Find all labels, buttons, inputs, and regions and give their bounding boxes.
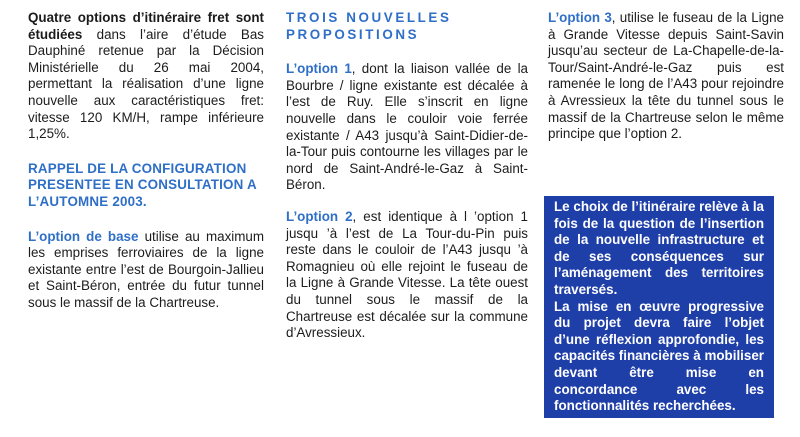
- intro-bold: Quatre options d’itinéraire fret sont étudiées: [28, 10, 264, 42]
- base-option-label: L’option de base: [28, 228, 139, 244]
- option3-paragraph: [548, 10, 784, 143]
- option2-label: L’option 2: [286, 208, 353, 224]
- column-middle: [286, 10, 528, 342]
- highlight-paragraph-2: La mise en œuvre progressive du projet devra faire l’objet d’une réflexion approfondie, les capacités financières à mobiliser devant être mise en concordance avec les fonctionnalités recherchées.: [554, 298, 764, 414]
- base-option-text: utilise au maximum les emprises ferroviaires de la ligne existante entre l’est de Bourgoin-Jallieu et Saint-Béron, entrée du futur tunnel sous le massif de la Chartreuse.: [28, 228, 264, 310]
- option2-paragraph: [286, 209, 528, 342]
- base-option-paragraph: [28, 229, 264, 312]
- option1-paragraph: [286, 61, 528, 194]
- column-left: [28, 10, 264, 312]
- option3-text: , utilise le fuseau de la Ligne à Grande Vitesse depuis Saint-Savin jusqu’au secteur de La-Chapelle-de-la-Tour/Saint-André-le-Gaz puis est ramenée le long de l’A43 pour rejoindre à Avressieux la tête du tunnel sous le massif de la Chartreuse selon le même principe que l’option 2.: [548, 10, 784, 142]
- intro-paragraph: [28, 10, 264, 143]
- option1-text: , dont la liaison vallée de la Bourbre / ligne existante est décalée à l’est de Ruy. Elle s’inscrit en ligne nouvelle dans le couloir voie ferrée existante / A43 jusqu’à Saint-Didier-de-la-Tour puis contourne les villages par le nord de Saint-André-le-Gaz à Saint-Béron.: [286, 61, 528, 193]
- highlight-box: [544, 196, 774, 418]
- column-right: [548, 10, 784, 143]
- option2-text: , est identique à l ’option 1 jusqu ’à l’est de La Tour-du-Pin puis reste dans le couloir de l’A43 jusqu ’à Romagnieu où elle rejoint le fuseau de la Ligne à Grande Vitesse. La tête ouest du tunnel sous le massif de la Chartreuse est décalée sur la commune d’Avressieux.: [286, 208, 528, 341]
- highlight-paragraph-1: Le choix de l’itinéraire relève à la fois de la question de l’insertion de la nouvelle infrastructure et de ses conséquences sur l’aménagement des territoires traversés.: [554, 199, 764, 297]
- option1-label: L’option 1: [286, 61, 352, 77]
- intro-text: dans l’aire d’étude Bas Dauphiné retenue par la Décision Ministérielle du 26 mai 2004, permettant la réalisation d’une ligne nouvelle aux caractéristiques fret: vitesse 120 KM/H, rampe inférieure 1,25%.: [28, 26, 264, 142]
- option3-label: L’option 3: [548, 10, 612, 25]
- recall-heading: RAPPEL DE LA CONFIGURATION PRESENTEE EN CONSULTATION A L’AUTOMNE 2003.: [28, 160, 257, 209]
- new-proposals-heading: TROIS NOUVELLES PROPOSITIONS: [286, 10, 452, 42]
